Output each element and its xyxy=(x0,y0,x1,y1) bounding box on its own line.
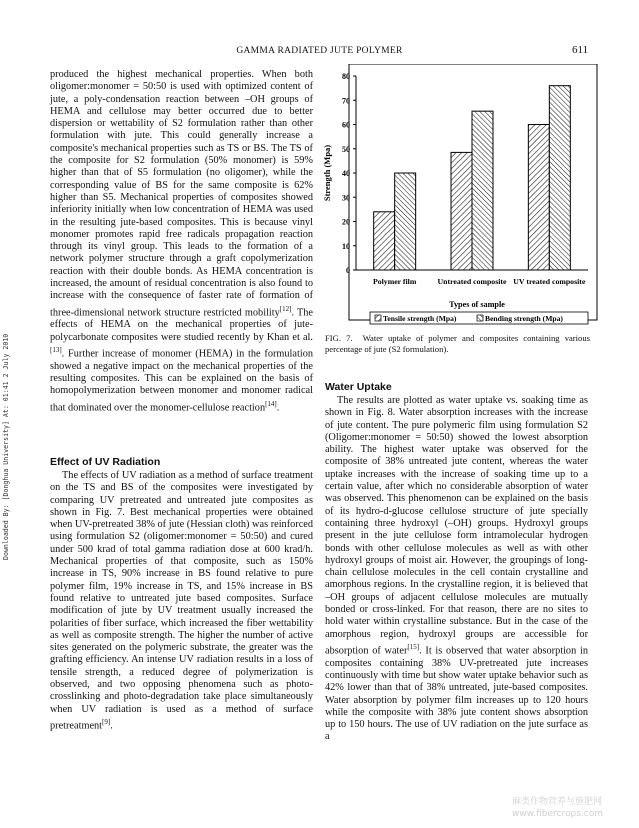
y-tick-label: 30 xyxy=(342,193,350,203)
y-tick-label: 80 xyxy=(342,72,350,81)
bar-bending-strength xyxy=(549,86,570,270)
legend-swatch-bending xyxy=(477,315,483,321)
left-column-text xyxy=(50,69,313,414)
left-paragraph-2: The effects of UV radiation as a method of surface treatment on the TS and BS of the composites were investigated by comparing UV pretreated and untreated jute composites as shown in Fig. 7. Best mechanical properties were obtained when UV-pretreated 38% of jute (Hessian cloth) was reinforced using formulation S2 (oligomer:monomer = 50:50) and cured under 500 krad of total gamma radiation dose at 600 krad/h. Mechanical properties of that composite, such as 150% increase in TS, 90% increase in BS found relative to pure polymer film, 19% increase in TS, and 15% increase in BS found relative to untreated jute based composites. Surface modification of jute by UV treatment usually increased the polarities of fiber surface, which increased the fiber wettability as well as composite strength. The higher the number of active sites generated on the polymeric substrate, the greater was the grafting efficiency. An intense UV radiation results in a loss of tensile strength, a reduced degree of polymerization is observed, and two opposing phenomena such as photo-crosslinking and photo-degradation take place simultaneously when UV radiation is used as a method of surface pretreatment[9]. xyxy=(50,470,313,732)
x-category-label: Untreated composite xyxy=(437,277,507,286)
y-axis-label: Strength (Mpa) xyxy=(322,144,332,202)
figure-caption xyxy=(325,333,590,355)
heading-uv-radiation: Effect of UV Radiation xyxy=(50,456,161,468)
legend-label-tensile: Tensile strength (Mpa) xyxy=(383,314,457,323)
bar-tensile-strength xyxy=(374,212,395,270)
download-stamp: Downloaded By: [Donghua University] At: 01:41 2 July 2010 xyxy=(2,333,10,560)
right-column-text xyxy=(325,395,588,744)
right-paragraph-1: The results are plotted as water uptake vs. soaking time as shown in Fig. 8. Water absorption increases with the increase of jute content. The pure polymeric film using formulation S2 (Oligomer:monomer = 50:50) showed the lowest absorption ability. The highest water uptake was observed for the composite of 38% untreated jute content, whereas the water uptake increases with the increase of soaking time up to a certain value, after which no considerable absorption of water was observed. This phenomenon can be explained on the basis of its hydro-d-glucose cellulose structure of jute specially containing three hydroxyl (–OH) groups. Hydroxyl groups present in the jute cellulose form intramolecular hydrogen bonds with other cellulose molecules as well as with other hydroxyl groups of moist air. However, the groupings of long-chain cellulose molecules in the cell contain crystalline and amorphous regions. In the crystalline region, it is believed that –OH groups of adjacent cellulose molecules are mutually bonded or cross-linked. For that reason, there are no sites to hold water within crystalline substance. But in the case of the amorphous region, hydroxyl groups are accessible for absorption of water[15]. It is observed that water absorption in composites containing 38% UV-pretreated jute increases continuously with time but show water uptake behavior such as 42% lower than that of 38% untreated, jute-based composites. Water absorption by polymer film increases up to 120 hours while the composite with 38% jute content shows absorption up to 150 hours. The use of UV radiation on the jute surface as a xyxy=(325,395,588,743)
bar-bending-strength xyxy=(395,173,416,270)
y-tick-label: 20 xyxy=(342,217,350,227)
reference-15: [15] xyxy=(407,642,420,651)
left-column-uv-text xyxy=(50,470,313,733)
reference-9: [9] xyxy=(102,717,111,726)
caption-label: FIG. 7. xyxy=(325,333,353,343)
bar-chart-svg xyxy=(318,64,598,326)
x-category-label: Polymer film xyxy=(372,277,417,286)
y-tick-label: 40 xyxy=(342,169,350,178)
bar-tensile-strength xyxy=(528,125,549,271)
watermark-line-2: www.fibercrops.com xyxy=(512,809,603,819)
bar-tensile-strength xyxy=(451,152,472,270)
x-axis-label: Types of sample xyxy=(449,300,505,309)
reference-13: [13] xyxy=(50,345,62,354)
y-tick-label: 60 xyxy=(342,120,350,130)
y-tick-label: 50 xyxy=(342,144,350,154)
page-number: 611 xyxy=(572,44,589,56)
watermark-line-1: 麻类作物营养与施肥网 xyxy=(512,797,603,807)
legend-swatch-tensile xyxy=(375,315,381,321)
y-tick-label: 10 xyxy=(342,241,350,251)
heading-water-uptake: Water Uptake xyxy=(325,381,392,393)
y-tick-label: 0 xyxy=(346,266,350,275)
left-paragraph-1: produced the highest mechanical properties. When both oligomer:monomer = 50:50 is used with optimized content of jute, a poly-condensation reaction between –OH groups of HEMA and cellulose may better occurred due to better dispersion or wettability of S2 formulation rather than other formulation with jute. This could generally increase a composite's mechanical properties such as TS or BS. The TS of the composite for S2 formulation (50% monomer) is 59% higher than that of S5 formulation (no oligomer), while the corresponding value of BS for the same composite is 62% higher than S5. Mechanical properties of composites showed inferiority initially when low concentration of HEMA was used in the resulting jute-based composites. This is because vinyl monomer promotes rapid free radicals propagation reaction through its vinyl group. This leads to the formation of a network polymer structure through a graft copolymerization reaction with their double bonds. As HEMA concentration is increased, the amount of residual concentration is also found to increase with the consequence of faster rate of formation of three-dimensional network structure restricted mobility[12]. The effects of HEMA on the mechanical properties of jute-polycarbonate composites were studied recently by Khan et al.[13]. Further increase of monomer (HEMA) in the formulation showed a negative impact on the mechanical properties of the resulting composites. This can be explained on the basis of homopolymerization between monomer and monomer radical that dominated over the monomer-cellulose reaction[14]. xyxy=(50,69,313,413)
reference-12: [12] xyxy=(279,304,292,313)
reference-14: [14] xyxy=(265,399,277,408)
running-title: GAMMA RADIATED JUTE POLYMER xyxy=(236,46,403,56)
caption-text: Water uptake of polymer and composites containing various percentage of jute (S2 formulation). xyxy=(325,333,590,354)
bar-bending-strength xyxy=(472,111,493,270)
figure-7-chart xyxy=(318,64,598,326)
x-category-label: UV treated composite xyxy=(513,277,586,286)
y-tick-label: 70 xyxy=(342,96,350,106)
site-watermark xyxy=(512,796,603,820)
legend-label-bending: Bending strength (Mpa) xyxy=(485,314,563,323)
